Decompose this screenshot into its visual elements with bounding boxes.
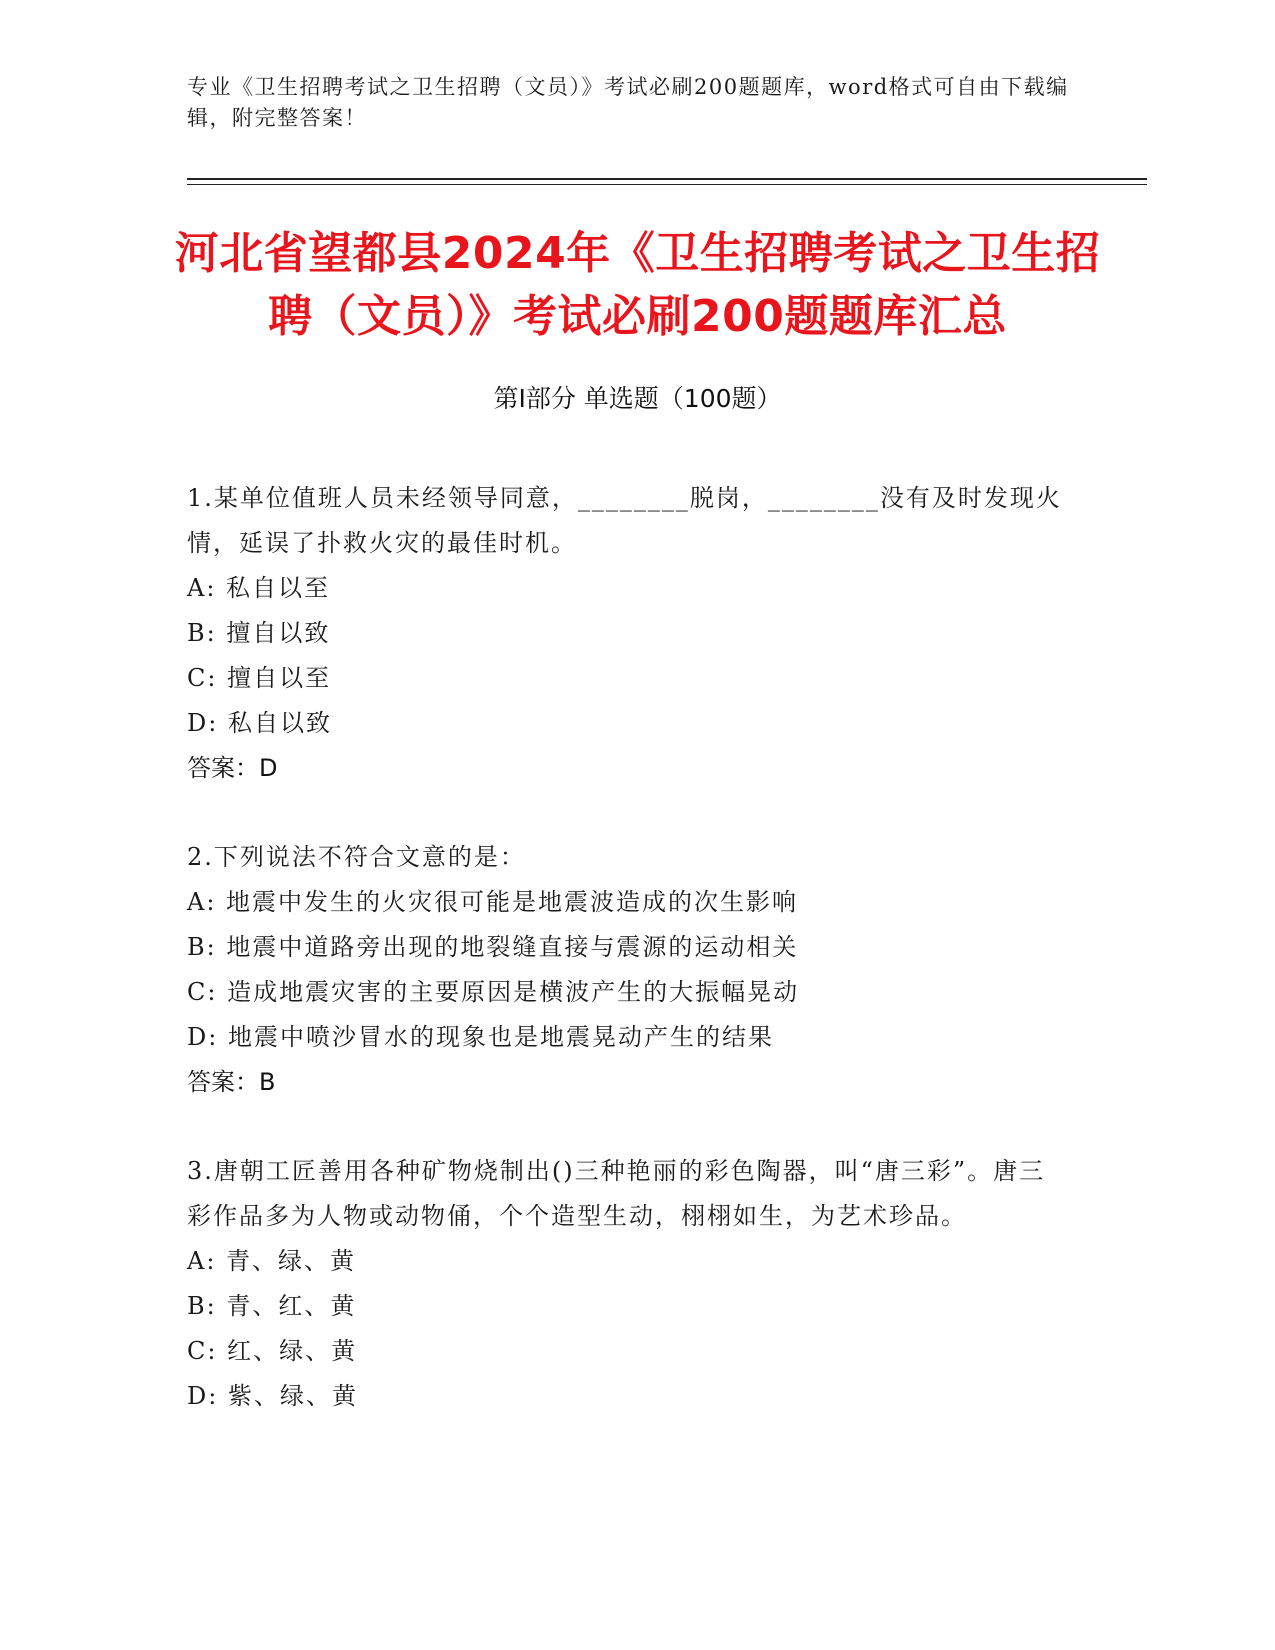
question-stem: 3.唐朝工匠善用各种矿物烧制出()三种艳丽的彩色陶器，叫“唐三彩”。唐三彩作品多为人物或动物俑，个个造型生动，栩栩如生，为艺术珍品。 — [187, 1157, 1046, 1230]
option-b: B: 地震中道路旁出现的地裂缝直接与震源的运动相关 — [187, 933, 799, 961]
question-2 — [187, 835, 1067, 1105]
option-c: C: 红、绿、黄 — [187, 1337, 358, 1365]
header-divider-thin — [187, 184, 1147, 185]
header-note: 专业《卫生招聘考试之卫生招聘（文员）》考试必刷200题题库，word格式可自由下载编辑，附完整答案！ — [187, 75, 1069, 130]
answer: 答案：B — [187, 1068, 276, 1096]
option-c: C: 擅自以至 — [187, 664, 332, 692]
option-d: D: 地震中喷沙冒水的现象也是地震晃动产生的结果 — [187, 1023, 774, 1051]
question-3 — [187, 1149, 1067, 1419]
question-stem: 1.某单位值班人员未经领导同意，________脱岗，________没有及时发现火情，延误了扑救火灾的最佳时机。 — [187, 484, 1062, 557]
option-d: D: 紫、绿、黄 — [187, 1382, 358, 1410]
document-title: 河北省望都县2024年《卫生招聘考试之卫生招聘（文员）》考试必刷200题题库汇总 — [174, 228, 1101, 342]
option-a: A: 地震中发生的火灾很可能是地震波造成的次生影响 — [187, 888, 799, 916]
option-d: D: 私自以致 — [187, 709, 332, 737]
section-title: 第Ⅰ部分 单选题（100题） — [493, 384, 782, 413]
option-a: A: 私自以至 — [187, 574, 331, 602]
question-stem: 2.下列说法不符合文意的是： — [187, 843, 526, 871]
option-b: B: 青、红、黄 — [187, 1292, 357, 1320]
answer: 答案：D — [187, 754, 278, 782]
header-divider-thick — [187, 178, 1147, 180]
question-1 — [187, 476, 1067, 791]
question-list — [187, 476, 1067, 1463]
option-c: C: 造成地震灾害的主要原因是横波产生的大振幅晃动 — [187, 978, 800, 1006]
option-a: A: 青、绿、黄 — [187, 1247, 357, 1275]
option-b: B: 擅自以致 — [187, 619, 331, 647]
